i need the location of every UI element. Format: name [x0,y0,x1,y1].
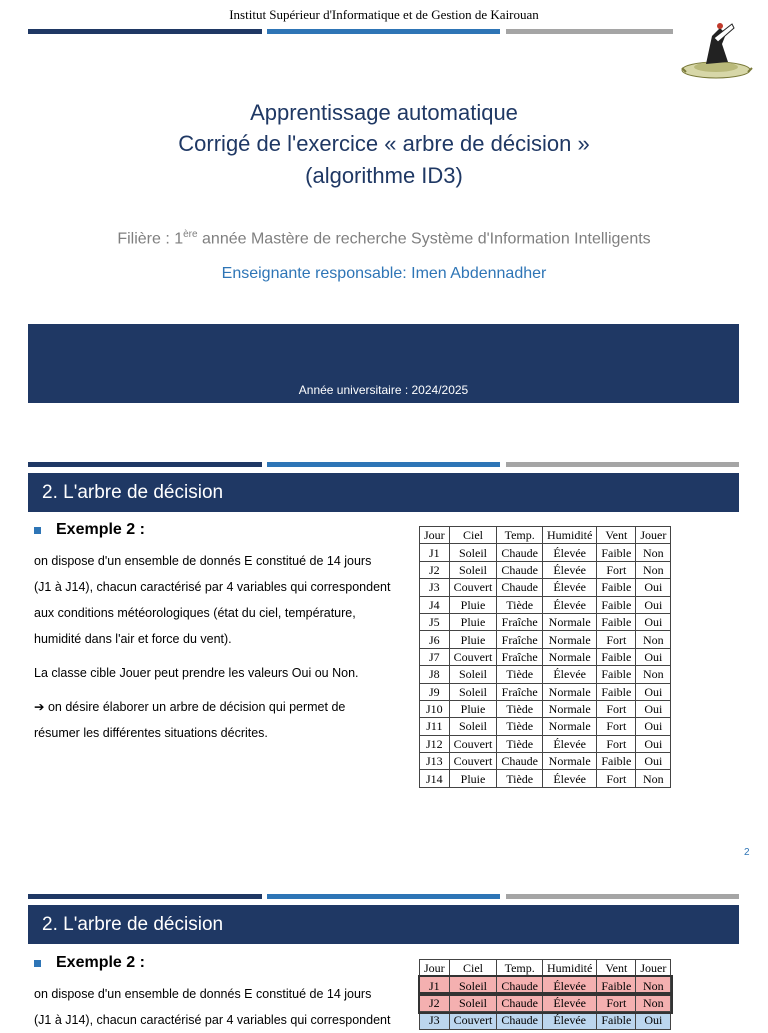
table-cell: J8 [420,666,450,683]
table-row [420,613,671,630]
table-cell: Pluie [449,613,497,630]
table-cell: Faible [597,613,636,630]
table-cell: J6 [420,631,450,648]
example-title: Exemple 2 : [56,521,145,538]
example-description [34,548,414,652]
slide3-bar-gray [506,894,739,899]
table-cell: Chaude [497,753,543,770]
table-cell: Non [636,994,671,1011]
table-row [420,770,671,787]
table-cell: Élevée [543,770,597,787]
table-row [420,718,671,735]
goal-line-2: résumer les différentes situations décrites. [34,726,268,740]
table-cell: Oui [636,753,671,770]
table-cell: Couvert [449,648,497,665]
table-cell: Fraîche [497,648,543,665]
table-cell: J2 [420,994,450,1011]
table-cell: Oui [636,579,671,596]
table-cell: Fort [597,561,636,578]
goal-text [34,694,414,746]
table-cell: Fraîche [497,613,543,630]
table-cell: Tiède [497,700,543,717]
description-line: humidité dans l'air et force du vent). [34,632,232,646]
table-cell: J7 [420,648,450,665]
table-cell: Oui [636,718,671,735]
table-cell: Chaude [497,1012,543,1029]
description-line: on dispose d'un ensemble de donnés E constitué de 14 jours [34,554,372,568]
table-row [420,666,671,683]
table-cell: Pluie [449,700,497,717]
table-cell: Couvert [449,1012,497,1029]
title-line-1: Apprentissage automatique [250,100,518,125]
table-cell: J10 [420,700,450,717]
header-bar-gray [506,29,673,34]
table-cell: Pluie [449,631,497,648]
weather-data-table [419,526,671,788]
description-line: on dispose d'un ensemble de donnés E constitué de 14 jours [34,987,372,1001]
table-cell: Fort [597,770,636,787]
table-cell: Non [636,544,671,561]
table-cell: Chaude [497,579,543,596]
table-cell: Soleil [449,977,497,994]
table-cell: Non [636,977,671,994]
table-header-row [420,960,671,977]
table-cell: Oui [636,735,671,752]
table-row [420,631,671,648]
table-cell: Non [636,561,671,578]
table-cell: Élevée [543,1012,597,1029]
table-cell: Normale [543,683,597,700]
table-cell: Normale [543,648,597,665]
table-header-row [420,527,671,544]
example-description [34,981,414,1033]
table-cell: Normale [543,753,597,770]
table-cell: J3 [420,579,450,596]
table-cell: J3 [420,1012,450,1029]
slide3-bar-navy [28,894,262,899]
table-cell: Oui [636,683,671,700]
table-cell: Élevée [543,977,597,994]
goal-text-1: on désire élaborer un arbre de décision qui permet de [44,700,346,714]
table-cell: Tiède [497,596,543,613]
table-row [420,596,671,613]
page-number: 2 [744,847,750,858]
table-cell: J2 [420,561,450,578]
table-cell: Élevée [543,735,597,752]
table-cell: Chaude [497,994,543,1011]
teacher-name: Enseignante responsable: Imen Abdennadher [221,265,547,282]
table-cell: Chaude [497,977,543,994]
table-cell: Fort [597,718,636,735]
table-cell: Pluie [449,770,497,787]
table-cell: Fort [597,700,636,717]
slide2-bar-gray [506,462,739,467]
table-cell: Oui [636,596,671,613]
institute-logo-icon [676,14,758,94]
column-header: Jouer [636,960,671,977]
table-cell: Tiède [497,770,543,787]
table-row [420,735,671,752]
table-cell: Chaude [497,561,543,578]
table-cell: Élevée [543,561,597,578]
square-bullet-icon [34,527,41,534]
table-cell: Fort [597,631,636,648]
table-cell: Soleil [449,544,497,561]
column-header: Ciel [449,960,497,977]
table-row [420,977,671,994]
table-cell: Faible [597,648,636,665]
table-cell: Couvert [449,735,497,752]
table-row [420,994,671,1011]
academic-year: Année universitaire : 2024/2025 [298,383,469,397]
table-cell: Pluie [449,596,497,613]
table-cell: Normale [543,613,597,630]
table-cell: Oui [636,1012,671,1029]
table-row [420,648,671,665]
target-class-line: La classe cible Jouer peut prendre les valeurs Oui ou Non. [34,666,359,680]
table-cell: Soleil [449,718,497,735]
description-line: (J1 à J14), chacun caractérisé par 4 variables qui correspondent [34,580,391,594]
table-row [420,700,671,717]
column-header: Temp. [497,960,543,977]
table-cell: Non [636,770,671,787]
section-title: 2. L'arbre de décision [28,473,739,512]
table-cell: Tiède [497,718,543,735]
table-cell: Normale [543,718,597,735]
table-cell: Soleil [449,994,497,1011]
section-title: 2. L'arbre de décision [28,905,739,944]
table-cell: Tiède [497,666,543,683]
table-cell: Élevée [543,579,597,596]
table-cell: Normale [543,700,597,717]
description-line: (J1 à J14), chacun caractérisé par 4 variables qui correspondent [34,1013,391,1027]
table-cell: J1 [420,544,450,561]
institute-name: Institut Supérieur d'Informatique et de Gestion de Kairouan [229,7,539,22]
column-header: Vent [597,527,636,544]
table-cell: Fraîche [497,631,543,648]
table-cell: Fort [597,735,636,752]
target-class-text [34,660,414,686]
table-cell: Chaude [497,544,543,561]
table-cell: Couvert [449,579,497,596]
table-cell: J12 [420,735,450,752]
table-cell: Faible [597,1012,636,1029]
header-bar-blue [267,29,500,34]
table-cell: Couvert [449,753,497,770]
table-cell: J9 [420,683,450,700]
header-bar-navy [28,29,262,34]
description-line: aux conditions météorologiques (état du ciel, température, [34,606,356,620]
title-line-3: (algorithme ID3) [305,163,463,188]
slide3-bar-blue [267,894,500,899]
table-cell: Fraîche [497,683,543,700]
table-cell: J1 [420,977,450,994]
table-cell: J4 [420,596,450,613]
table-cell: Normale [543,631,597,648]
right-arrow-icon: ➔ [34,700,45,714]
table-row [420,561,671,578]
table-row [420,579,671,596]
table-cell: Fort [597,994,636,1011]
table-cell: Faible [597,753,636,770]
column-header: Humidité [543,527,597,544]
table-cell: J5 [420,613,450,630]
example-title: Exemple 2 : [56,954,145,971]
filiere-subtitle [0,229,768,248]
column-header: Vent [597,960,636,977]
table-cell: Élevée [543,596,597,613]
table-cell: Soleil [449,561,497,578]
table-cell: Élevée [543,544,597,561]
table-cell: Élevée [543,994,597,1011]
table-cell: Oui [636,648,671,665]
table-cell: Faible [597,579,636,596]
filiere-prefix: Filière : 1 [117,230,184,248]
goal-line-1 [34,694,414,720]
column-header: Jouer [636,527,671,544]
filiere-superscript: ère [183,229,198,240]
table-row [420,1012,671,1029]
table-cell: Faible [597,666,636,683]
table-cell: J11 [420,718,450,735]
table-cell: Soleil [449,683,497,700]
column-header: Ciel [449,527,497,544]
slide2-bar-navy [28,462,262,467]
table-cell: Non [636,666,671,683]
weather-data-table-highlighted [419,959,671,1030]
column-header: Temp. [497,527,543,544]
table-row [420,683,671,700]
table-row [420,544,671,561]
table-cell: Non [636,631,671,648]
column-header: Humidité [543,960,597,977]
table-cell: J13 [420,753,450,770]
table-cell: J14 [420,770,450,787]
table-cell: Faible [597,977,636,994]
column-header: Jour [420,527,450,544]
column-header: Jour [420,960,450,977]
table-cell: Tiède [497,735,543,752]
slide2-bar-blue [267,462,500,467]
table-cell: Faible [597,683,636,700]
title-line-2: Corrigé de l'exercice « arbre de décision » [178,131,590,156]
table-cell: Faible [597,596,636,613]
table-cell: Faible [597,544,636,561]
table-cell: Soleil [449,666,497,683]
table-cell: Oui [636,613,671,630]
table-cell: Élevée [543,666,597,683]
square-bullet-icon [34,960,41,967]
filiere-suffix: année Mastère de recherche Système d'Information Intelligents [197,230,651,248]
table-cell: Oui [636,700,671,717]
table-row [420,753,671,770]
